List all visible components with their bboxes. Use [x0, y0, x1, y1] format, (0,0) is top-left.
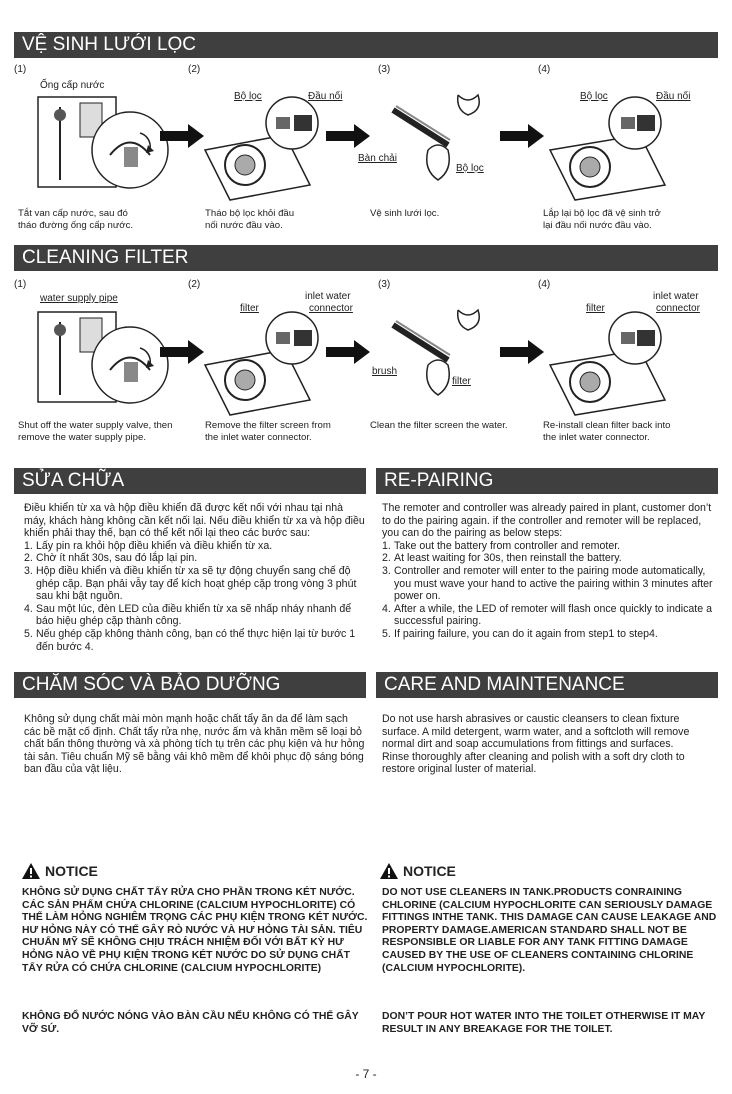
label-connector: Đầu nối [308, 91, 343, 102]
brush-illustration [388, 90, 498, 190]
list-item: 1. Lấy pin ra khỏi hộp điều khiển và điều khiển từ xa. [24, 539, 273, 552]
arrow-icon [500, 340, 544, 364]
label-filter: filter [240, 303, 259, 314]
filter-removal-illustration [200, 310, 320, 420]
list-item: 3. Controller and remoter will enter to the pairing mode automatically, you must wave your hand to active the pairing within 3 minutes after power on. [382, 564, 713, 603]
label-connector: connector [656, 303, 700, 314]
step-caption: Clean the filter screen the water. [370, 420, 508, 431]
step-number: (4) [538, 64, 551, 75]
step-number: (1) [14, 64, 27, 75]
brush-illustration [388, 305, 498, 405]
label-brush: Bàn chải [358, 153, 397, 164]
step-caption: Remove the filter screen from the inlet water connector. [205, 420, 331, 443]
step-number: (2) [188, 64, 201, 75]
label-brush: brush [372, 366, 398, 377]
filter-removal-illustration [200, 95, 320, 205]
notice-heading-en: NOTICE [380, 863, 456, 879]
label-connector: connector [309, 303, 353, 314]
filter-reinstall-illustration [545, 310, 675, 420]
notice-en-hot-water: DON’T POUR HOT WATER INTO THE TOILET OTHERWISE IT MAY RESULT IN ANY BREAKAGE FOR THE TOILET. [382, 1011, 706, 1035]
section-title-en-cleaning: CLEANING FILTER [14, 245, 718, 271]
arrow-icon [326, 124, 370, 148]
care-vi-text: Không sử dụng chất mài mòn mạnh hoặc chất tẩy ăn da để làm sạch các bề mặt cố định. Chất tẩy rửa nhẹ, nước ấm và khăn mềm sẽ loại bỏ chất bẩn thông thường và xà phòng tích tụ trên các phụ kiện và hư hỏng tài sản. Tiêu chuẩn Mỹ sẽ bằng vải khô mềm để khôi phục độ sáng bóng ban đầu của vật liệu. [24, 713, 365, 776]
step-caption: Tắt van cấp nước, sau đó tháo đường ống cấp nước. [18, 208, 134, 231]
label-connector: inlet water [305, 291, 351, 302]
step-caption: Vệ sinh lưới lọc. [370, 208, 440, 219]
list-item: 4. Sau một lúc, đèn LED của điều khiển từ xa sẽ nhấp nháy nhanh để báo hiệu ghép cặp thành công. [24, 602, 352, 628]
tank-valve-illustration [30, 300, 170, 410]
section-title-repair-en: RE-PAIRING [376, 468, 718, 494]
label-connector: Đầu nối [656, 91, 691, 102]
notice-vi-text: KHÔNG SỬ DỤNG CHẤT TẨY RỬA CHO PHẦN TRONG KÉT NƯỚC. CÁC SẢN PHẨM CHỨA CHLORINE (CALCIUM HYPOCHLORITE) CÓ THỂ LÀM HỎNG NGHIÊM TRỌNG CÁC PHỤ KIỆN TRONG KÉT NƯỚC. HƯ HỎNG NÀY CÓ THỂ GÂY RÒ NƯỚC VÀ HƯ HỎNG TÀI SẢN. TIÊU CHUẨN MỸ SẼ KHÔNG CHỊU TRÁCH NHIỆM ĐỐI VỚI BẤT KỲ HƯ HỎNG NÀO VỀ PHỤ KIỆN TRONG KÉT NƯỚC DO SỬ DỤNG CHẤT TẨY RỬA CÓ CHỨA CHLORINE (CALCIUM HYPOCHLORITE) [22, 887, 368, 974]
tank-valve-illustration [30, 85, 170, 195]
section-title-care-vi: CHĂM SÓC VÀ BẢO DƯỠNG [14, 672, 366, 698]
section-title-care-en: CARE AND MAINTENANCE [376, 672, 718, 698]
repair-vi-intro: Điều khiển từ xa và hộp điều khiển đã được kết nối với nhau tại nhà máy, khách hàng không cần kết nối lại. Nếu điều khiển từ xa và hộp điều khiển phải thay thế, bạn có thể kết nối lại theo các bước sau: [24, 502, 365, 540]
step-number: (3) [378, 64, 391, 75]
step-caption: Re-install clean filter back into the inlet water connector. [543, 420, 671, 443]
arrow-icon [160, 340, 204, 364]
warning-icon [380, 863, 398, 879]
arrow-icon [500, 124, 544, 148]
label-filter: filter [452, 376, 471, 387]
step-number: (4) [538, 279, 551, 290]
list-item: 4. After a while, the LED of remoter will flash once quickly to indicate a successful pairing. [382, 602, 712, 628]
label-pipe: water supply pipe [40, 293, 118, 304]
step-number: (2) [188, 279, 201, 290]
step-caption: Tháo bộ lọc khỏi đầu nối nước đầu vào. [205, 208, 295, 231]
notice-heading-vi: NOTICE [22, 863, 98, 879]
arrow-icon [160, 124, 204, 148]
label-filter: Bộ lọc [456, 163, 484, 174]
notice-en-text: DO NOT USE CLEANERS IN TANK.PRODUCTS CONRAINING CHLORINE (CALCIUM HYPOCHLORITE CAN SERIOUSLY DAMAGE FITTINGS INTHE TANK. THIS DAMAGE CAN CAUSE LEAKAGE AND PROPERTY DAMAGE.AMERICAN STANDARD SHALL NOT BE RESPONSIBLE OR LIABLE FOR ANY TANK FITTING DAMAGE CAUSED BY THE USE OF CLEANERS CONTAINING CHLORINE (CALCIUM HYPOCHLORITE). [382, 887, 717, 974]
care-en-text: Do not use harsh abrasives or caustic cleansers to clean fixture surface. A mild detergent, warm water, and a softcloth will remove normal dirt and soap accumulations from fittings and surfaces. Rinse thoroughly after cleaning and polish with a soft dry cloth to restore original luster of material. [382, 713, 690, 776]
list-item: 2. Chờ ít nhất 30s, sau đó lắp lại pin. [24, 552, 198, 565]
list-item: 5. If pairing failure, you can do it again from step1 to step4. [382, 627, 658, 640]
repair-en-intro: The remoter and controller was already paired in plant, customer don’t to do the pairing again. if the controller and remoter will be replaced, you can do the pairing as below steps: [382, 502, 712, 540]
list-item: 3. Hộp điều khiển và điều khiển từ xa sẽ tự động chuyển sang chế độ ghép cặp. Bạn phải vẫy tay để kích hoạt ghép cặp trong vòng 3 phút sau khi bật nguồn. [24, 564, 357, 603]
warning-icon [22, 863, 40, 879]
label-filter: filter [586, 303, 605, 314]
repair-en-text [382, 502, 717, 641]
step-caption: Shut off the water supply valve, then remove the water supply pipe. [18, 420, 173, 443]
label-pipe: Ống cấp nước [40, 80, 105, 91]
label-connector: inlet water [653, 291, 699, 302]
repair-vi-text [24, 502, 366, 653]
step-caption: Lắp lại bộ lọc đã vệ sinh trở lại đầu nối nước đầu vào. [543, 208, 661, 231]
page-number: - 7 - [355, 1067, 377, 1081]
label-filter: Bộ lọc [580, 91, 608, 102]
filter-reinstall-illustration [545, 95, 675, 205]
list-item: 2. At least waiting for 30s, then reinstall the battery. [382, 552, 622, 565]
section-title-vi-cleaning: VỆ SINH LƯỚI LỌC [14, 32, 718, 58]
label-filter: Bộ lọc [234, 91, 262, 102]
list-item: 1. Take out the battery from controller and remoter. [382, 539, 621, 552]
step-number: (1) [14, 279, 27, 290]
arrow-icon [326, 340, 370, 364]
list-item: 5. Nếu ghép cặp không thành công, bạn có thể thực hiện lại từ bước 1 đến bước 4. [24, 627, 356, 653]
notice-vi-hot-water: KHÔNG ĐỔ NƯỚC NÓNG VÀO BÀN CẦU NẾU KHÔNG CÓ THỂ GÂY VỠ SỨ. [22, 1011, 359, 1035]
section-title-repair-vi: SỬA CHỮA [14, 468, 366, 494]
step-number: (3) [378, 279, 391, 290]
